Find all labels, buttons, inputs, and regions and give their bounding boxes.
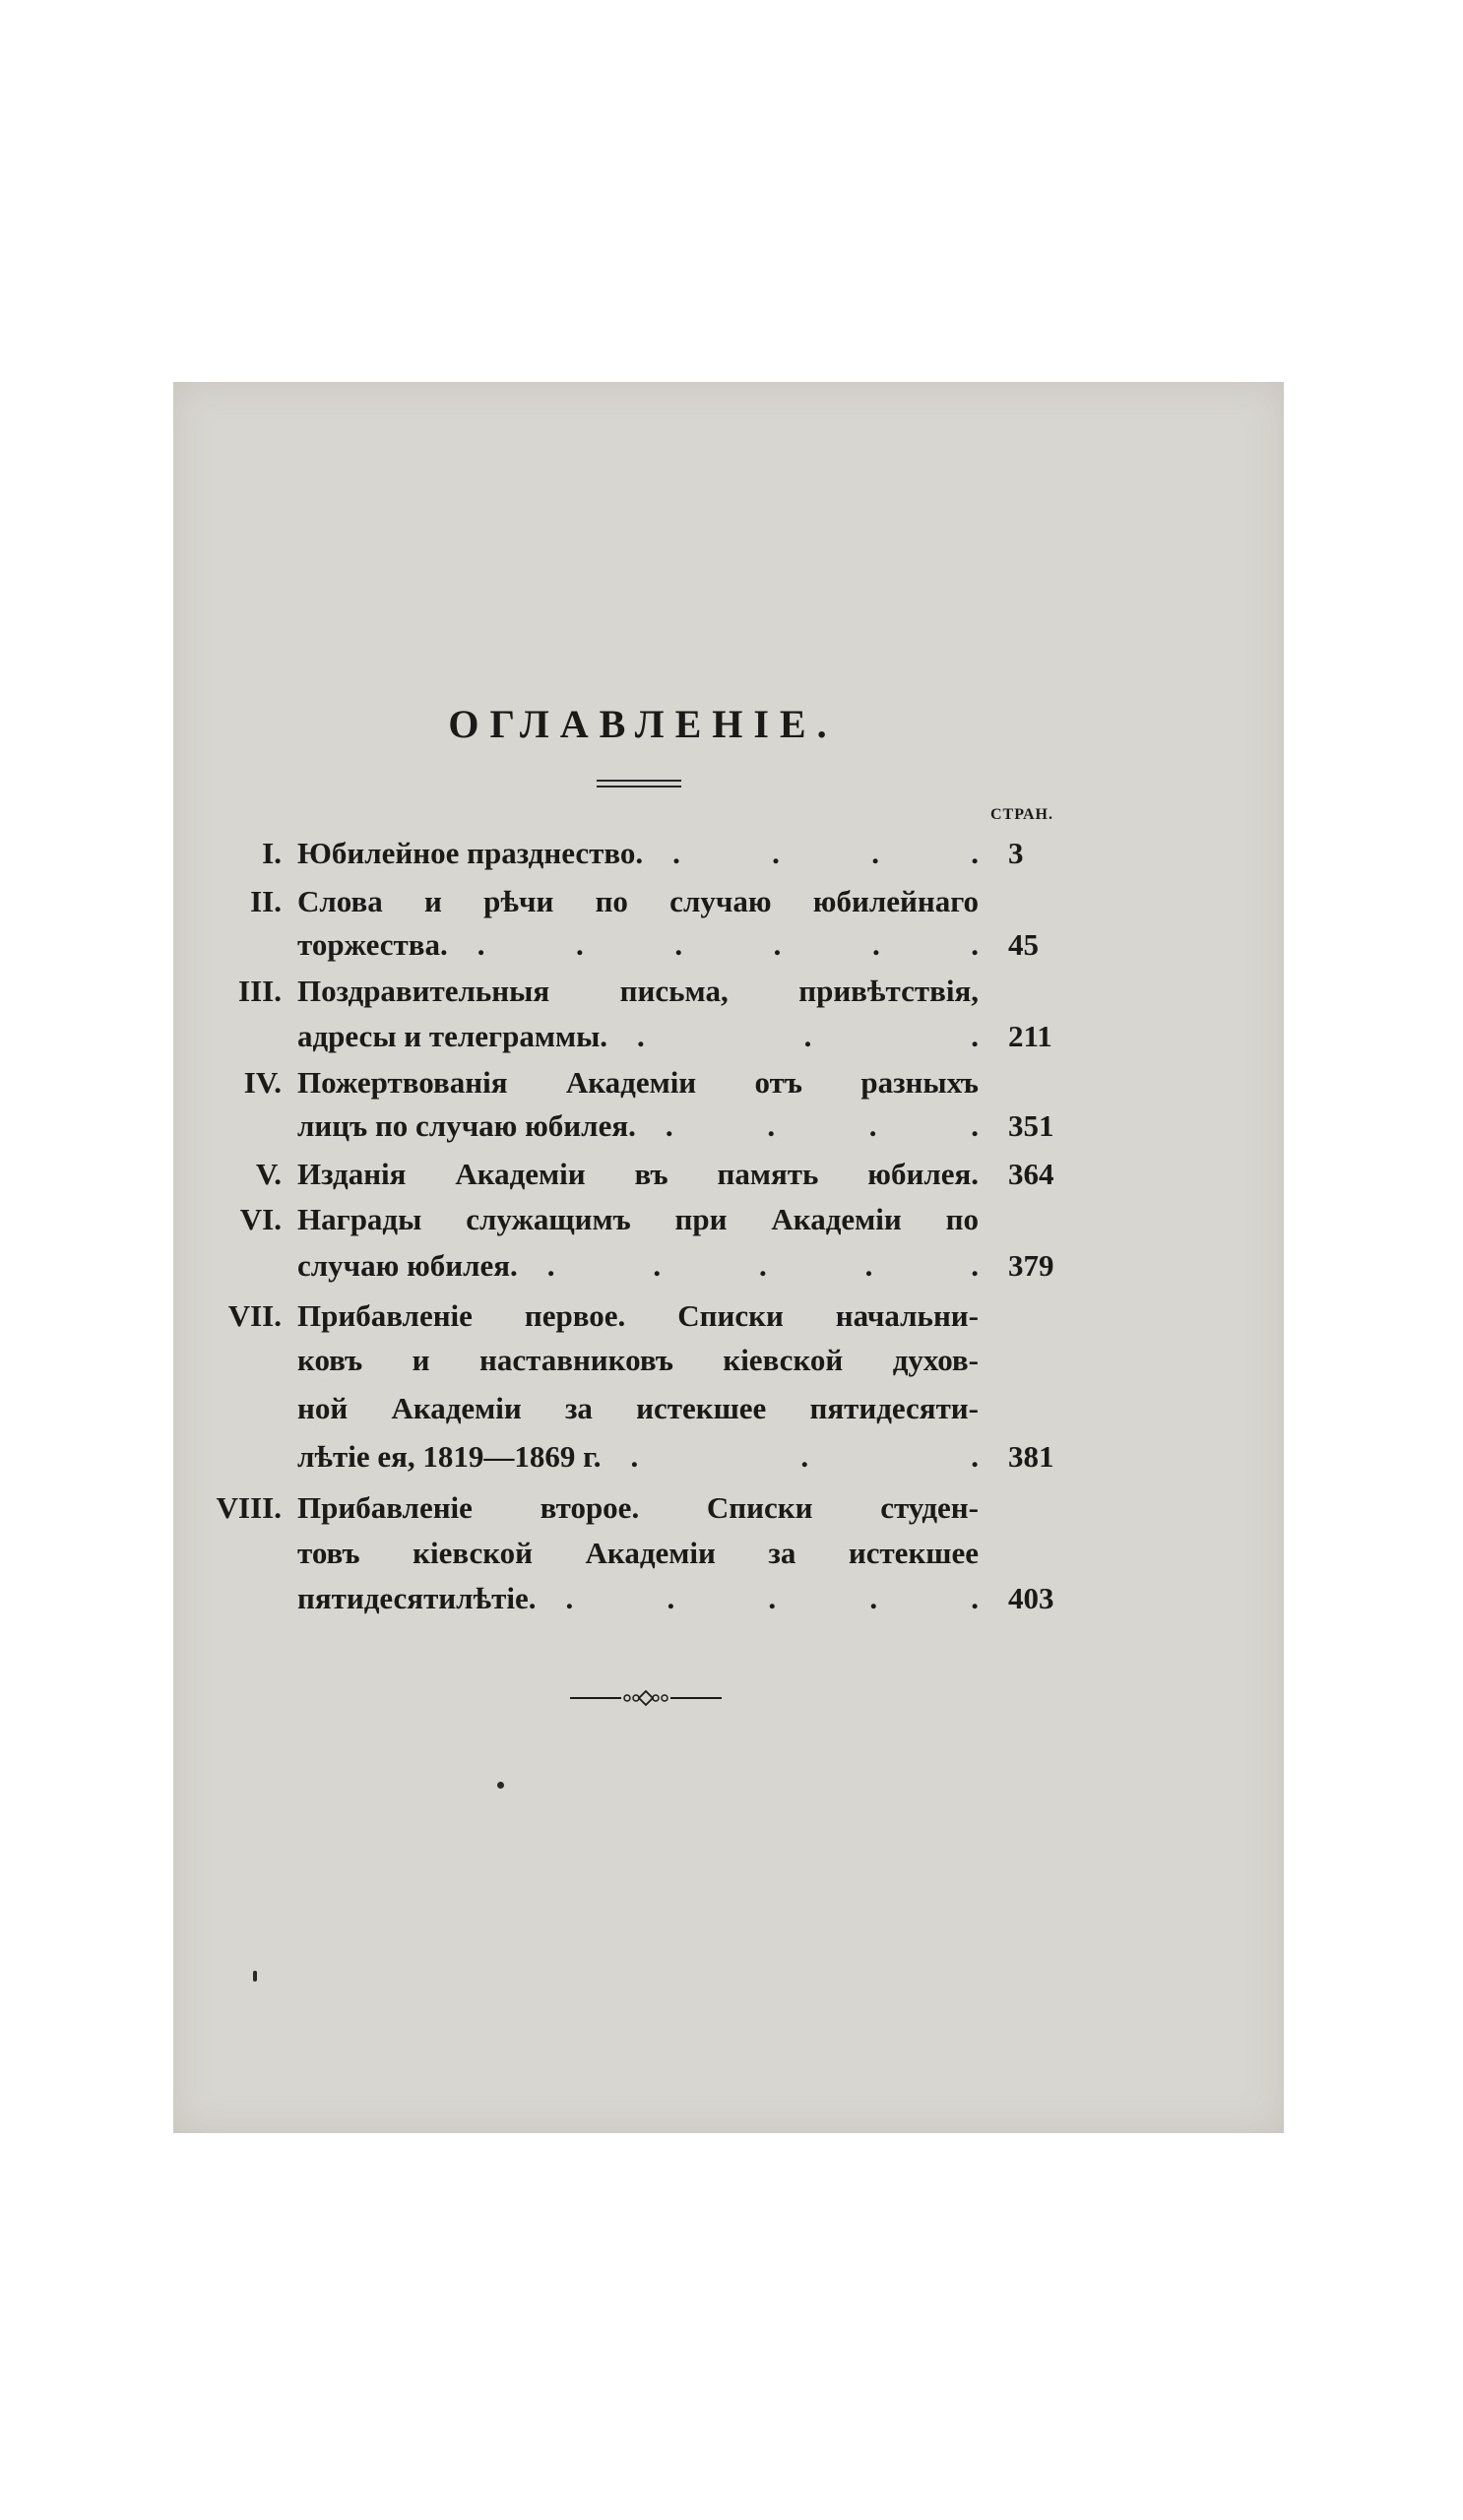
dot-leader: . . . . . — [565, 1581, 979, 1615]
toc-entry-8 — [0, 1486, 1463, 1530]
page-title: ОГЛАВЛЕНІЕ. — [448, 702, 838, 746]
entry-text: пятидесятилѣтіе. — [297, 1581, 537, 1615]
entry-page-number: 211 — [1008, 1019, 1052, 1053]
end-ornament — [570, 1688, 722, 1708]
toc-entry-1 — [0, 832, 1463, 875]
dot-leader: . . . . . . — [477, 927, 979, 962]
entry-text: лѣтіе ея, 1819—1869 г. — [297, 1439, 602, 1474]
dot-leader: . . . . — [665, 1108, 979, 1143]
entry-numeral: VIII. — [216, 1490, 282, 1525]
toc-entry-6-cont — [0, 1244, 1463, 1288]
entry-text: Поздравительныя письма, привѣтствія, — [297, 974, 979, 1008]
entry-text: Юбилейное празднество. — [297, 836, 644, 870]
entry-page-number: 364 — [1008, 1157, 1054, 1191]
entry-line — [297, 832, 979, 875]
toc-entry-7-cont — [0, 1387, 1463, 1430]
toc-entry-2 — [0, 880, 1463, 923]
entry-line — [297, 1435, 979, 1479]
toc-entry-7 — [0, 1294, 1463, 1338]
entry-text: Слова и рѣчи по случаю юбилейнаго — [297, 884, 979, 918]
entry-text: Изданія Академіи въ память юбилея. — [297, 1157, 979, 1191]
entry-numeral: VII. — [227, 1298, 282, 1333]
toc-entry-4 — [0, 1061, 1463, 1104]
entry-page-number: 379 — [1008, 1248, 1054, 1283]
entry-text: Прибавленіе первое. Списки начальни- — [297, 1298, 979, 1333]
entry-line — [297, 1244, 979, 1288]
entry-text: ной Академіи за истекшее пятидесяти- — [297, 1391, 979, 1425]
entry-numeral: I. — [262, 836, 282, 870]
toc-entry-7-cont — [0, 1435, 1463, 1479]
toc-entry-8-cont — [0, 1577, 1463, 1620]
entry-page-number: 45 — [1008, 927, 1039, 962]
entry-text: Награды служащимъ при Академіи по — [297, 1202, 979, 1236]
entry-text: товъ кіевской Академіи за истекшее — [297, 1536, 979, 1570]
entry-page-number: 3 — [1008, 836, 1024, 870]
toc-entry-5 — [0, 1153, 1463, 1196]
entry-text: случаю юбилея. — [297, 1248, 518, 1283]
entry-page-number: 403 — [1008, 1581, 1054, 1615]
entry-numeral: VI. — [239, 1202, 282, 1236]
entry-page-number: 381 — [1008, 1439, 1054, 1474]
toc-entry-7-cont — [0, 1339, 1463, 1382]
entry-text: Прибавленіе второе. Списки студен- — [297, 1490, 979, 1525]
paper-speck — [253, 1971, 257, 1982]
dot-leader: . . . . — [672, 836, 979, 870]
dot-leader: . . . — [630, 1439, 979, 1474]
dot-leader: . . . . . — [546, 1248, 979, 1283]
page-column-label: СТРАН. — [990, 806, 1053, 823]
title-rule-bottom — [597, 786, 681, 788]
entry-text: адресы и телеграммы. — [297, 1019, 608, 1053]
dot-leader: . . . — [637, 1019, 979, 1053]
entry-text: ковъ и наставниковъ кіевской духов- — [297, 1343, 979, 1377]
toc-entry-8-cont — [0, 1532, 1463, 1575]
toc-entry-4-cont — [0, 1104, 1463, 1148]
toc-entry-3-cont — [0, 1015, 1463, 1058]
toc-entry-6 — [0, 1198, 1463, 1241]
entry-text: лицъ по случаю юбилея. — [297, 1108, 636, 1143]
title-rule-top — [597, 780, 681, 782]
entry-numeral: II. — [250, 884, 282, 918]
entry-numeral: IV. — [243, 1065, 282, 1100]
entry-numeral: V. — [255, 1157, 282, 1191]
paper-speck — [497, 1782, 504, 1789]
toc-entry-2-cont — [0, 923, 1463, 967]
toc-entry-3 — [0, 970, 1463, 1013]
entry-text: торжества. — [297, 927, 448, 962]
entry-line — [297, 923, 979, 967]
entry-numeral: III. — [238, 974, 282, 1008]
entry-page-number: 351 — [1008, 1108, 1054, 1143]
entry-line — [297, 1104, 979, 1148]
entry-text: Пожертвованія Академіи отъ разныхъ — [297, 1065, 979, 1100]
entry-line — [297, 1015, 979, 1058]
entry-line — [297, 1577, 979, 1620]
